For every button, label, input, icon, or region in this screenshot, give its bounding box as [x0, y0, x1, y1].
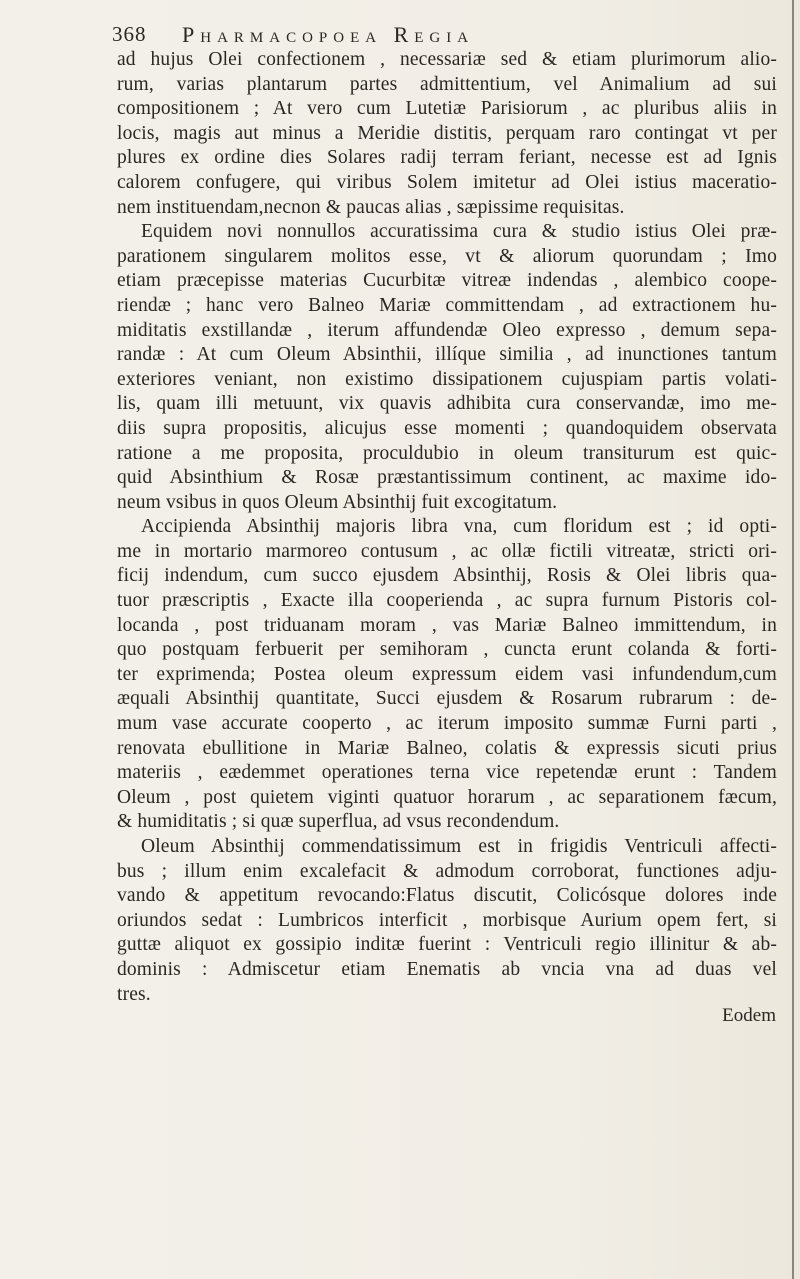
page-edge [792, 0, 794, 1279]
text-line: Oleum Absinthij commendatissimum est in frigidis Ventriculi affecti- [141, 836, 777, 857]
text-line: oriundos sedat : Lumbricos interficit , morbisque Aurium opem fert, si [117, 909, 777, 931]
text-line: guttæ aliquot ex gossipio inditæ fuerint : Ventriculi regio illinitur & ab- [117, 934, 777, 956]
text-line: quid Absinthium & Rosæ præstantissimum continent, ac maxime ido- [117, 467, 777, 489]
text-line: tres. [117, 983, 151, 1005]
text-line: ficij indendum, cum succo ejusdem Absinthij, Rosis & Olei libris qua- [117, 565, 777, 587]
text-line: quo postquam ferbuerit per semihoram , cuncta erunt colanda & forti- [117, 639, 777, 661]
text-line: parationem singularem molitos esse, vt & aliorum quorundam ; Imo [117, 245, 777, 267]
text-line: exteriores veniant, non existimo dissipationem cujuspiam partis volati- [117, 368, 777, 390]
text-line: ter exprimenda; Postea oleum expressum eidem vasi infundendum,cum [117, 663, 777, 685]
text-line: rum, varias plantarum partes admittentium, vel Animalium ad sui [117, 73, 777, 95]
body-text [117, 48, 777, 1007]
page-header [112, 22, 772, 48]
text-line: ratione a me proposita, proculdubio in oleum transiturum est quic- [117, 442, 777, 464]
text-line: me in mortario marmoreo contusum , ac ollæ fictili vitreatæ, stricti ori- [117, 540, 777, 562]
text-line: Oleum , post quietem viginti quatuor horarum , ac separationem fæcum, [117, 786, 777, 808]
text-line: mum vase accurate cooperto , ac iterum imposito summæ Furni parti , [117, 713, 777, 735]
text-line: lis, quam illi metuunt, vix quavis adhibita cura conservandæ, imo me- [117, 393, 777, 415]
text-line: tuor præscriptis , Exacte illa cooperienda , ac supra furnum Pistoris col- [117, 590, 777, 612]
text-line: Equidem novi nonnullos accuratissima cura & studio istius Olei præ- [141, 221, 777, 243]
text-line: Accipienda Absinthij majoris libra vna, cum floridum est ; id opti- [141, 516, 777, 538]
text-line: æquali Absinthij quantitate, Succi ejusdem & Rosarum rubrarum : de- [117, 688, 777, 710]
catchword: Eodem [722, 1005, 776, 1026]
running-title: Pharmacopoea Regia [182, 22, 475, 47]
text-line: calorem confugere, qui viribus Solem imitetur ad Olei istius maceratio- [117, 171, 777, 193]
text-line: plures ex ordine dies Solares radij terram feriant, necesse est ad Ignis [117, 147, 777, 169]
text-line: bus ; illum enim excalefacit & admodum corroborat, functiones adju- [117, 860, 777, 882]
text-line: miditatis exstillandæ , iterum affundendæ Oleo expresso , demum sepa- [117, 319, 777, 341]
text-line: materiis , eædemmet operationes terna vice repetendæ erunt : Tandem [117, 762, 777, 784]
text-line: etiam præcepisse materias Cucurbitæ vitreæ indendas , alembico coope- [117, 270, 777, 292]
text-line: diis supra propositis, alicujus esse momenti ; quandoquidem observata [117, 417, 777, 439]
text-line: locanda , post triduanam moram , vas Mariæ Balneo immittendum, in [117, 614, 777, 636]
text-line: nem instituendam,necnon & paucas alias , sæpissime requisitas. [117, 196, 625, 218]
text-line: vando & appetitum revocando:Flatus discutit, Colicósque dolores inde [117, 885, 777, 907]
text-line: neum vsibus in quos Oleum Absinthij fuit excogitatum. [117, 491, 558, 513]
text-line: locis, magis aut minus a Meridie distitis, perquam raro contingat vt per [117, 122, 777, 144]
text-line: riendæ ; hanc vero Balneo Mariæ committendam , ad extractionem hu- [117, 294, 777, 316]
text-line: ad hujus Olei confectionem , necessariæ sed & etiam plurimorum alio- [117, 49, 777, 70]
text-line: randæ : At cum Oleum Absinthii, illíque similia , ad inunctiones tantum [117, 344, 777, 366]
text-line: & humiditatis ; si quæ superflua, ad vsus recondendum. [117, 811, 560, 833]
text-line: renovata ebullitione in Mariæ Balneo, colatis & expressis sicuti prius [117, 737, 777, 759]
text-line: compositionem ; At vero cum Lutetiæ Parisiorum , ac pluribus aliis in [117, 98, 777, 120]
text-line: dominis : Admiscetur etiam Enematis ab vncia vna ad duas vel [117, 958, 777, 980]
page-number: 368 [112, 22, 147, 46]
